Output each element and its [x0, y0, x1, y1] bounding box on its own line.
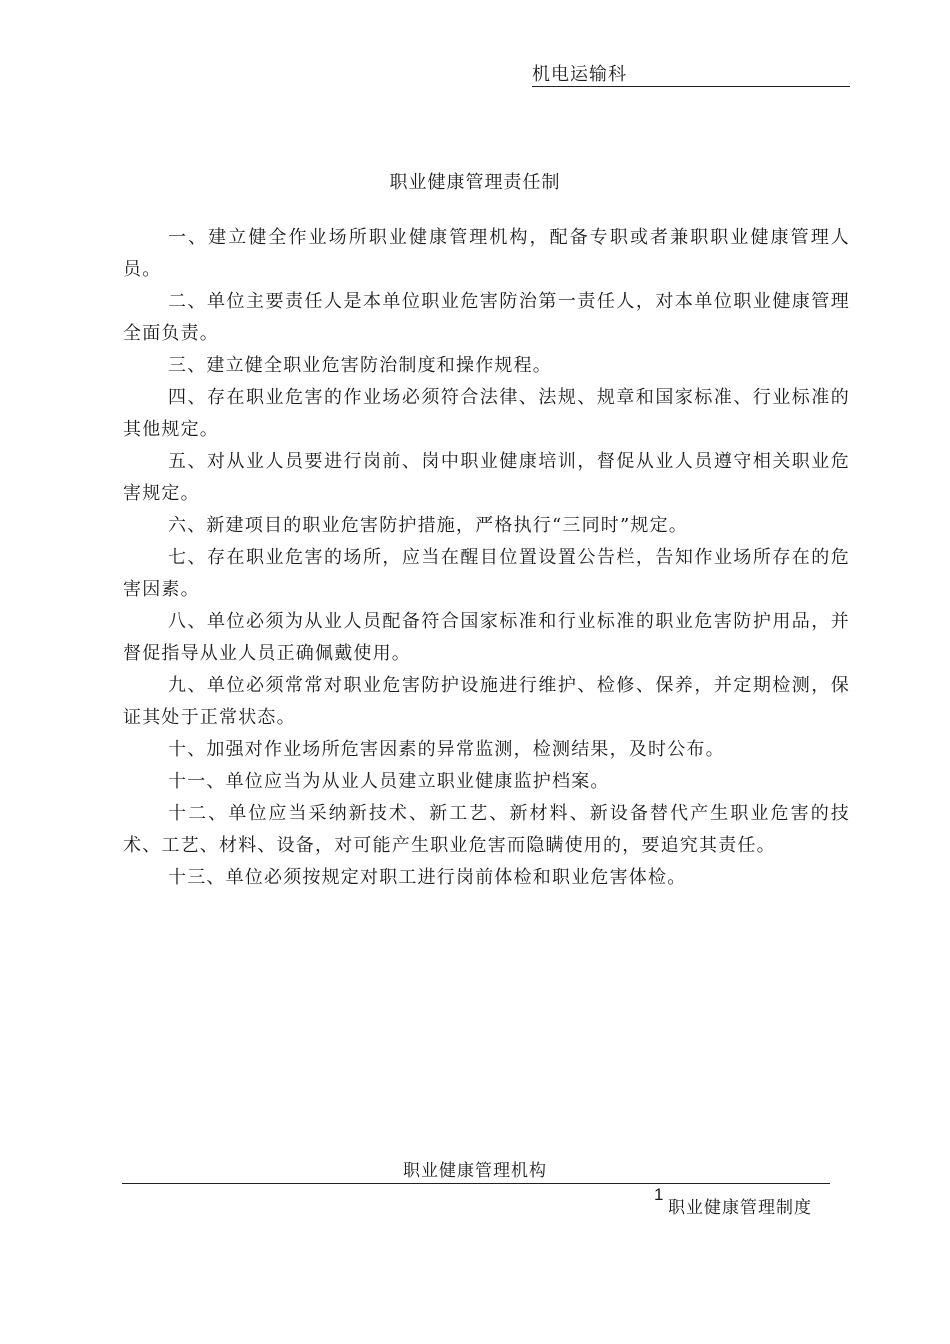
clause-10: 十、加强对作业场所危害因素的异常监测，检测结果，及时公布。 — [168, 739, 725, 760]
clause-13: 十三、单位必须按规定对职工进行岗前体检和职业危害体检。 — [168, 867, 687, 888]
clause-8: 八、单位必须为从业人员配备符合国家标准和行业标准的职业危害防护用品，并督促指导从业人员正确佩戴使用。 — [123, 611, 850, 664]
clause-12: 十二、单位应当采纳新技术、新工艺、新材料、新设备替代产生职业危害的技术、工艺、材料、设备，对可能产生职业危害而隐瞒使用的，要追究其责任。 — [123, 803, 850, 856]
clause-3: 三、建立健全职业危害防治制度和操作规程。 — [168, 355, 552, 376]
clause-2: 二、单位主要责任人是本单位职业危害防治第一责任人，对本单位职业健康管理全面负责。 — [123, 291, 850, 344]
department-header: 机电运输科 — [532, 64, 850, 87]
clause-5: 五、对从业人员要进行岗前、岗中职业健康培训，督促从业人员遵守相关职业危害规定。 — [123, 451, 850, 504]
footer-center-text: 职业健康管理机构 — [403, 1161, 547, 1181]
footer-right-text: 职业健康管理制度 — [668, 1198, 812, 1218]
clause-11: 十一、单位应当为从业人员建立职业健康监护档案。 — [168, 771, 610, 792]
clause-7: 七、存在职业危害的场所，应当在醒目位置设置公告栏，告知作业场所存在的危害因素。 — [123, 547, 850, 600]
document-body — [123, 222, 850, 894]
clause-6: 六、新建项目的职业危害防护措施，严格执行“三同时”规定。 — [168, 515, 689, 536]
page-number: 1 — [654, 1185, 664, 1204]
clause-9: 九、单位必须常常对职业危害防护设施进行维护、检修、保养，并定期检测，保证其处于正常状态。 — [123, 675, 850, 728]
footer-divider — [122, 1183, 830, 1184]
clause-1: 一、建立健全作业场所职业健康管理机构，配备专职或者兼职职业健康管理人员。 — [123, 227, 850, 280]
document-title: 职业健康管理责任制 — [389, 172, 561, 193]
clause-4: 四、存在职业危害的作业场必须符合法律、法规、规章和国家标准、行业标准的其他规定。 — [123, 387, 850, 440]
